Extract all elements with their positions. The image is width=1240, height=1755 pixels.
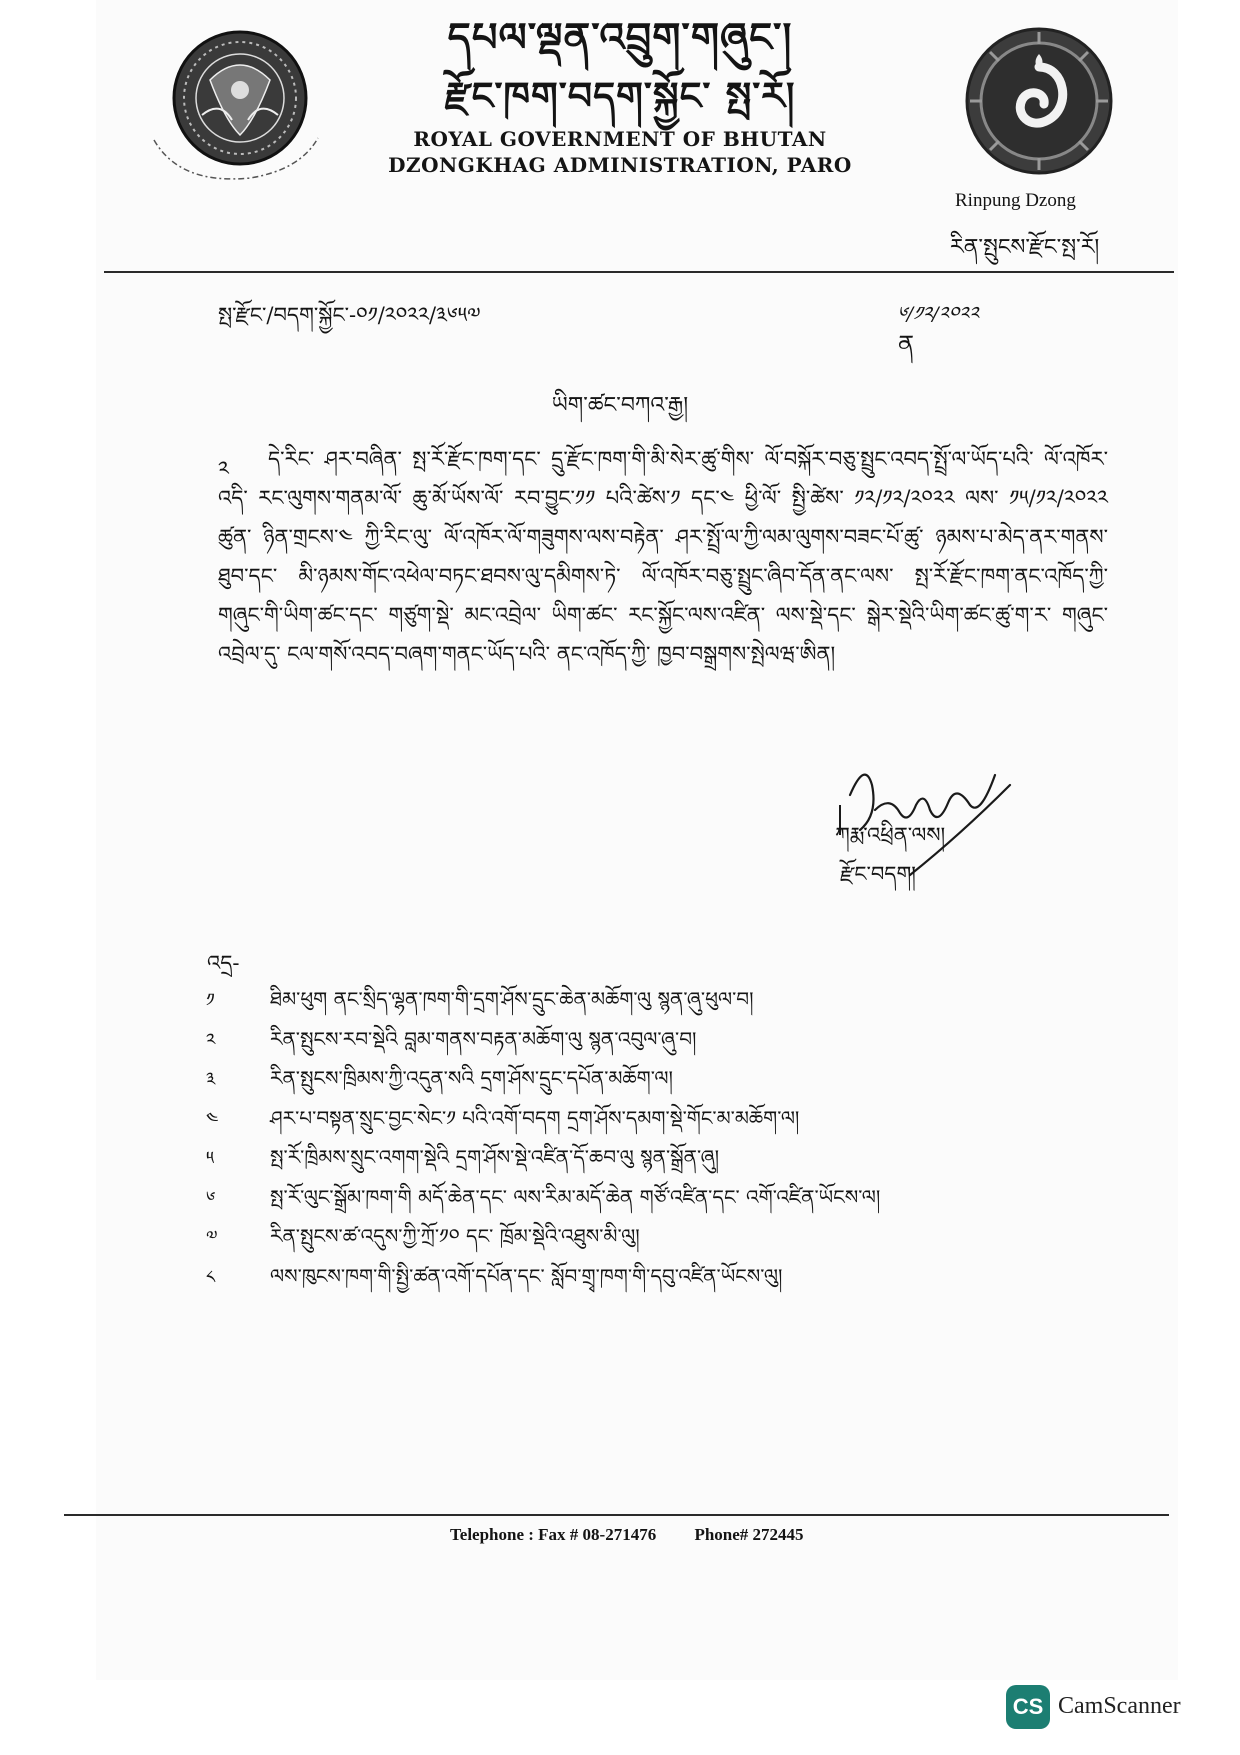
camscanner-logo-icon: CS bbox=[1006, 1685, 1050, 1729]
letterhead-dzongkha-line2: རྫོང་ཁག་བདག་སྐྱོང་ སྤ་རོ། bbox=[444, 73, 796, 118]
list-item-number: ༧ bbox=[206, 1227, 218, 1248]
letter-date: ༦/༡༢/༢༠༢༢ bbox=[897, 303, 979, 325]
list-item-text: སྤ་རོ་ལུང་སྒྲོམ་ཁག་གི མདོ་ཆེན་དང་ ལས་རིམ་མདོ་ཆེན གཙོ་འཛིན་དང་ འགོ་འཛིན་ཡོངས་ལ། bbox=[270, 1184, 881, 1209]
letterhead-government-name: ROYAL GOVERNMENT OF BHUTAN bbox=[413, 127, 827, 151]
camscanner-watermark bbox=[1006, 1685, 1206, 1735]
list-item-text: རིན་སྤུངས་ཚ་འདུས་ཀྱི་ཀྲོ་༡༠ དང་ ཁྲོམ་སྡེའི་འཐུས་མི་ལུ། bbox=[270, 1224, 640, 1248]
date-handwritten-mark: ན bbox=[898, 330, 915, 358]
rinpung-dzong-emblem bbox=[960, 22, 1118, 180]
list-item bbox=[200, 1252, 1100, 1292]
list-item bbox=[200, 1054, 1100, 1094]
list-item bbox=[200, 1015, 1100, 1055]
list-item-number: ༦ bbox=[206, 1187, 216, 1209]
contact-footer bbox=[450, 1525, 804, 1545]
list-item bbox=[200, 1094, 1100, 1134]
list-item-number: ༡ bbox=[206, 990, 215, 1011]
list-item-number: ༤ bbox=[206, 1108, 219, 1130]
footer-divider bbox=[64, 1514, 1169, 1516]
list-item bbox=[200, 1173, 1100, 1213]
reference-number: སྤ་རྫོང་/བདག་སྐྱོང་-༠༡/༢༠༢༢/༣༦༥༧ bbox=[218, 303, 481, 327]
letterhead-administration-name: DZONGKHAG ADMINISTRATION, PARO bbox=[388, 153, 852, 177]
phone-number: Phone# 272445 bbox=[694, 1525, 804, 1544]
list-item-text: ལས་ཁུངས་ཁག་གི་སྤྱི་ཚན་འགོ་དཔོན་དང་ སློབ་གྲྭ་ཁག་གི་དབུ་འཛིན་ཡོངས་ལུ། bbox=[270, 1263, 783, 1288]
dzongkhag-seal bbox=[140, 20, 330, 190]
list-item-text: སྤ་རོ་ཁྲིམས་སྲུང་འགག་སྡེའི དྲག་ཤོས་སྡེ་འཛིན་དོ་ཆབ་ལུ སྙན་སྒྲོན་ཞུ། bbox=[270, 1145, 720, 1169]
signatory-title: རྫོང་བདག། bbox=[840, 862, 916, 886]
notification-body bbox=[218, 440, 1108, 674]
list-item bbox=[200, 1133, 1100, 1173]
list-item bbox=[200, 975, 1100, 1015]
copy-to-list bbox=[200, 975, 1100, 1291]
list-item-text: ཐིམ་ཕུག ནང་སྲིད་ལྷན་ཁག་གི་དྲག་ཤོས་དྲུང་ཆེན་མཆོག་ལུ སྙན་ཞུ་ཕུལ་བ། bbox=[270, 987, 754, 1011]
list-item-number: ༣ bbox=[206, 1069, 216, 1090]
list-item-text: རིན་སྤུངས་ཁྲིམས་ཀྱི་འདུན་སའི དྲག་ཤོས་དྲུང་དཔོན་མཆོག་ལ། bbox=[270, 1066, 673, 1090]
dzong-name-english: Rinpung Dzong bbox=[955, 190, 1076, 211]
camscanner-label: CamScanner bbox=[1058, 1693, 1181, 1719]
copy-to-label: འདྲ- bbox=[207, 951, 240, 975]
list-item-number: ༢ bbox=[206, 1029, 216, 1051]
list-item-text: ཤར་པ་བསྟན་སྲུང་བྱང་སེང་༡ པའི་འགོ་བདག དྲག་ཤོས་དམག་སྡེ་གོང་མ་མཆོག་ལ། bbox=[270, 1105, 800, 1130]
dzong-name-dzongkha: རིན་སྤུངས་རྫོང་སྤ་རོ། bbox=[950, 235, 1100, 260]
letterhead-dzongkha-line1: དཔལ་ལྡན་འབྲུག་གཞུང་། bbox=[447, 14, 793, 61]
notification-title: ཡིག་ཚང་བཀའ་རྒྱ། bbox=[551, 393, 689, 418]
signatory-name: ཀརྨ་འཕྲིན་ལས། bbox=[835, 823, 946, 847]
list-item-text: རིན་སྤུངས་རབ་སྡེའི བླམ་གནས་བརྟན་མཆོག་ལུ སྙན་འབུལ་ཞུ་བ། bbox=[270, 1026, 697, 1051]
body-text: དེ་རིང་ ཤར་བཞིན་ སྤ་རོ་རྫོང་ཁག་དང་ དྲུ་རྫོང་ཁག་གི་མི་སེར་ཚུ་གིས་ ལོ་བསྐོར་བཅུ་སྤྲུང་འབད་སྤྲོ་ལ་ཡོད་པའི་ ལོ་འཁོར་འདི་ རང་ལུགས་གནམ་ལོ་ ཆུ་མོ་ཡོས་ལོ་ རབ་བྱུང་༡༡ པའི་ཚེས་༡ དང་༤ ཕྱི་ལོ་ སྤྱི་ཚེས་ ༡༢/༡༢/༢༠༢༢ ལས་ ༡༥/༡༢/༢༠༢༢ ཚུན་ ཉིན་གྲངས་༤ ཀྱི་རིང་ལུ་ ལོ་འཁོར་ལོ་གཟུགས་ལས་བརྟེན་ ཤར་སྤྲོ་ལ་ཀྱི་ལམ་ལུགས་བཟང་པོ་ཚུ་ ཉམས་པ་མེད་ནར་གནས་ཐུབ་དང་ མི་ཉམས་གོང་འཕེལ་བཏང་ཐབས་ལུ་དམིགས་ཏེ་ ལོ་འཁོར་བཅུ་སྤྲུང་ཞིབ་དོན་ནང་ལས་ སྤ་རོ་རྫོང་ཁག་ནང་འཁོད་ཀྱི་གཞུང་གི་ཡིག་ཚང་དང་ གཙུག་སྡེ་ མང་འབྲེལ་ ཡིག་ཚང་ རང་སྐྱོང་ལས་འཛིན་ ལས་སྡེ་དང་ སྒེར་སྡེའི་ཡིག་ཚང་ཚུ་ག་ར་ གཞུང་འབྲེལ་དུ་ ངལ་གསོ་འབད་བཞག་གནང་ཡོད་པའི་ ནང་འཁོད་ཀྱི་ ཁྱབ་བསྒྲགས་སྤེལཝ་ཨིན། bbox=[218, 447, 1108, 666]
header-divider bbox=[104, 271, 1174, 273]
list-item-number: ༨ bbox=[206, 1266, 216, 1288]
paragraph-number: ༢ bbox=[218, 457, 229, 481]
list-item-number: ༥ bbox=[206, 1148, 215, 1169]
telephone-fax: Telephone : Fax # 08-271476 bbox=[450, 1525, 657, 1544]
letterhead bbox=[360, 10, 880, 178]
list-item bbox=[200, 1212, 1100, 1252]
